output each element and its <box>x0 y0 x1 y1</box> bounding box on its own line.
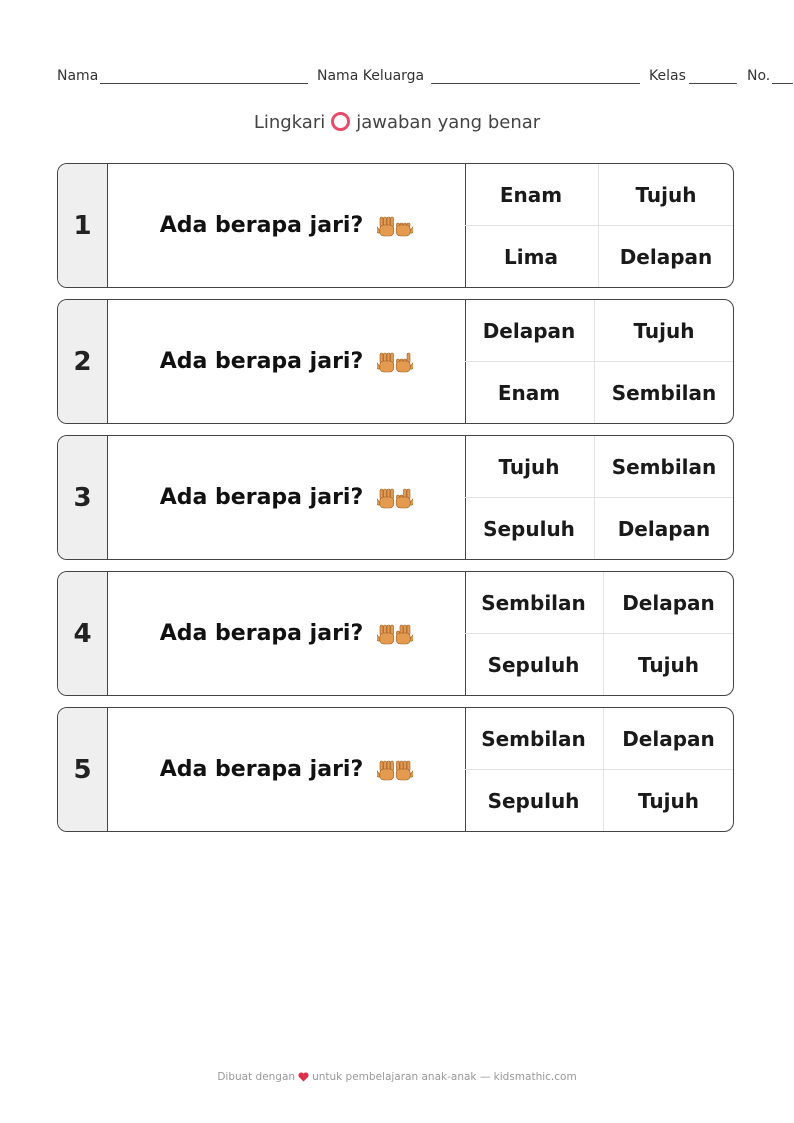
answer-option[interactable]: Sembilan <box>595 436 733 498</box>
hands-nine-icon <box>377 623 413 645</box>
name-line <box>100 83 308 84</box>
answer-options <box>464 164 733 287</box>
answer-option[interactable]: Delapan <box>604 572 733 634</box>
answer-option[interactable]: Sepuluh <box>464 770 604 831</box>
circle-icon <box>331 112 350 131</box>
answer-option[interactable]: Sembilan <box>464 572 604 634</box>
question-prompt <box>108 708 466 831</box>
number-label: No. <box>747 68 771 84</box>
question-card <box>57 435 734 560</box>
answer-option[interactable]: Sembilan <box>464 708 604 770</box>
question-number: 3 <box>58 436 108 559</box>
family-name-field[interactable] <box>317 68 424 84</box>
class-line <box>689 83 737 84</box>
hands-seven-icon <box>377 351 413 373</box>
question-prompt <box>108 164 466 287</box>
question-card <box>57 571 734 696</box>
question-number: 2 <box>58 300 108 423</box>
question-prompt <box>108 300 466 423</box>
family-name-line <box>431 83 640 84</box>
question-prompt <box>108 436 466 559</box>
family-name-label: Nama Keluarga <box>317 68 425 84</box>
student-info-header <box>57 68 794 88</box>
instruction-text-after: jawaban yang benar <box>356 112 541 133</box>
answer-options <box>464 572 733 695</box>
hands-eight-icon <box>377 487 413 509</box>
class-field[interactable] <box>649 68 686 84</box>
name-label: Nama <box>57 68 99 84</box>
question-card <box>57 707 734 832</box>
answer-option[interactable]: Tujuh <box>637 788 699 813</box>
question-number: 5 <box>58 708 108 831</box>
answer-option[interactable]: Sepuluh <box>464 634 604 695</box>
number-line <box>772 83 793 84</box>
question-text: Ada berapa jari? <box>159 757 364 782</box>
question-number: 1 <box>58 164 108 287</box>
instruction-text-before: Lingkari <box>253 112 326 133</box>
question-text: Ada berapa jari? <box>159 213 364 238</box>
name-field[interactable] <box>57 68 98 84</box>
answer-option[interactable]: Tujuh <box>599 164 733 226</box>
hands-ten-icon <box>377 759 413 781</box>
answer-option[interactable]: Sembilan <box>611 380 717 405</box>
question-text: Ada berapa jari? <box>159 485 364 510</box>
question-number: 4 <box>58 572 108 695</box>
number-field[interactable] <box>747 68 770 84</box>
answer-option[interactable]: Delapan <box>619 244 713 269</box>
hands-six-icon <box>377 215 413 237</box>
answer-option[interactable]: Delapan <box>464 300 595 362</box>
answer-option[interactable]: Tujuh <box>595 300 733 362</box>
answer-options <box>464 708 733 831</box>
class-label: Kelas <box>649 68 686 84</box>
footer-text-after: untuk pembelajaran anak-anak — kidsmathic.com <box>312 1071 577 1083</box>
question-text: Ada berapa jari? <box>159 349 364 374</box>
answer-option[interactable]: Lima <box>464 226 599 287</box>
footer <box>0 1071 794 1085</box>
answer-option[interactable]: Tujuh <box>637 652 699 677</box>
answer-option[interactable]: Tujuh <box>464 436 595 498</box>
answer-options <box>464 436 733 559</box>
footer-text-before: Dibuat dengan <box>217 1071 296 1083</box>
answer-option[interactable]: Enam <box>464 164 599 226</box>
question-card <box>57 163 734 288</box>
question-card <box>57 299 734 424</box>
answer-options <box>464 300 733 423</box>
answer-option[interactable]: Sepuluh <box>464 498 595 559</box>
question-prompt <box>108 572 466 695</box>
answer-option[interactable]: Enam <box>464 362 595 423</box>
answer-option[interactable]: Delapan <box>604 708 733 770</box>
answer-option[interactable]: Delapan <box>617 516 711 541</box>
instruction <box>0 112 794 133</box>
question-text: Ada berapa jari? <box>159 621 364 646</box>
heart-icon <box>298 1072 309 1085</box>
